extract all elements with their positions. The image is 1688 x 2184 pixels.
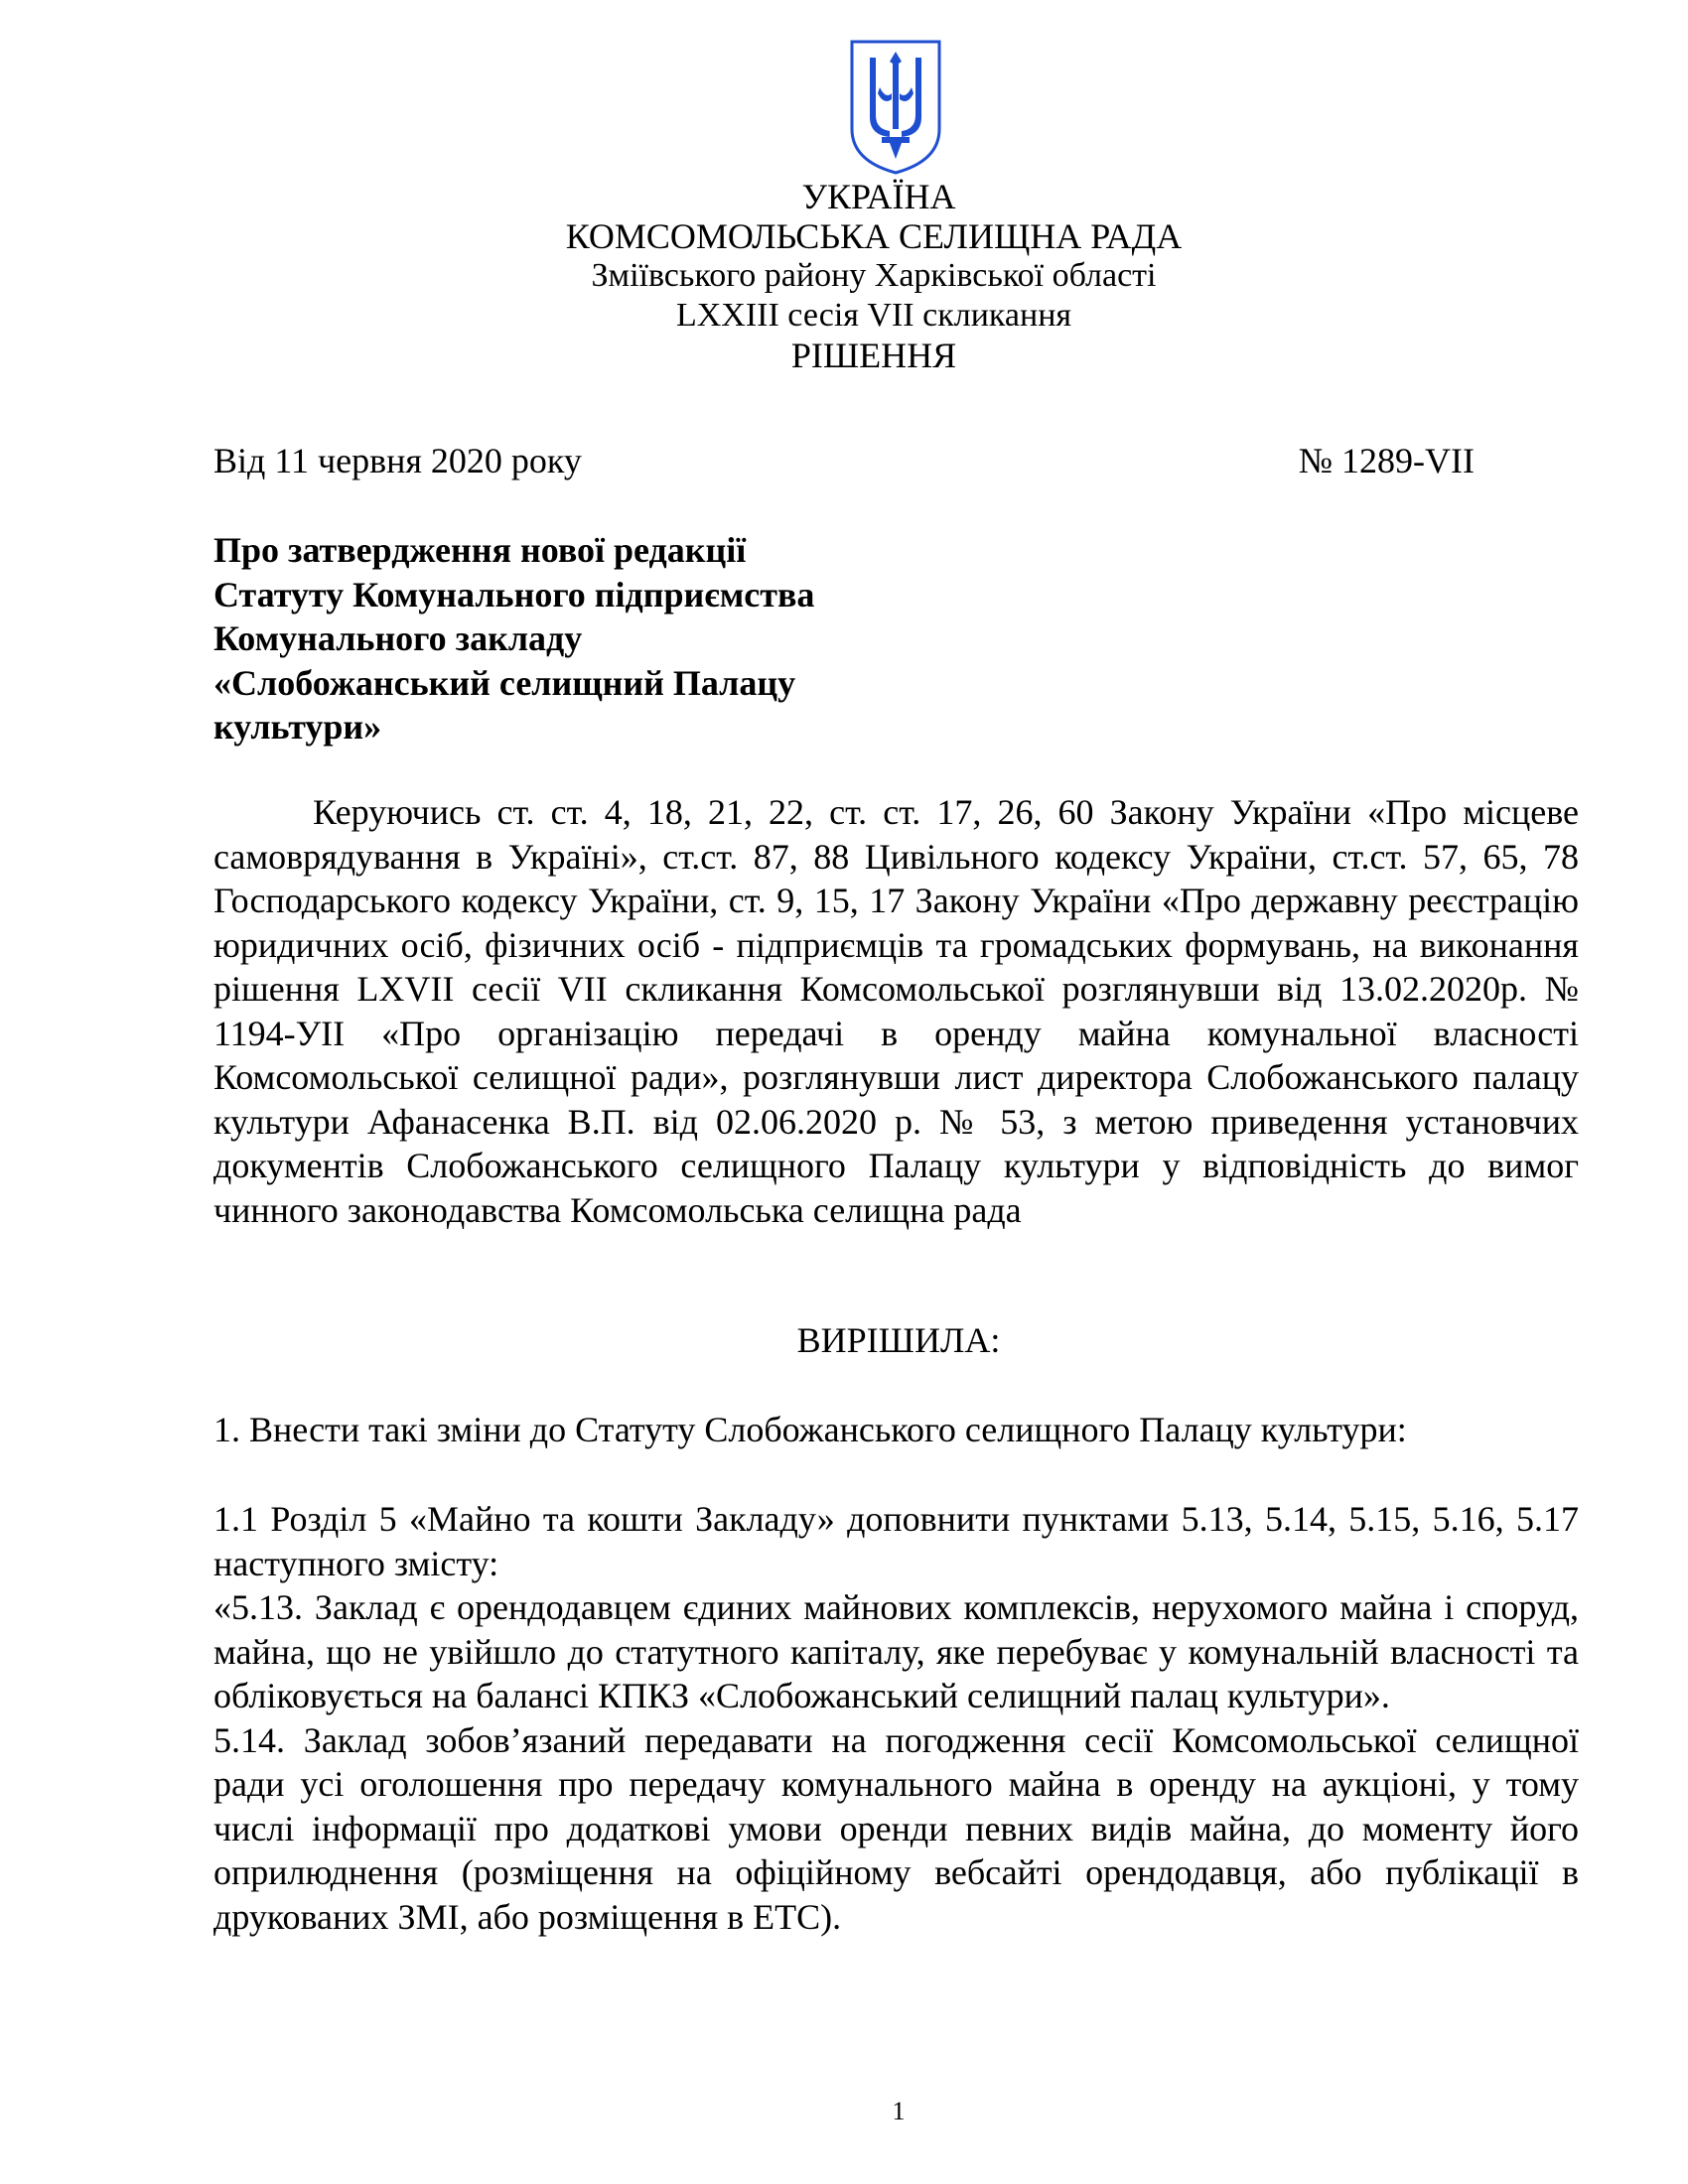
decision-title xyxy=(213,528,909,750)
title-line: «Слобожанський селищний Палацу xyxy=(213,662,796,703)
preamble xyxy=(213,790,1579,1232)
title-line: Статуту Комунального підприємства xyxy=(213,574,815,614)
preamble-text: Керуючись ст. ст. 4, 18, 21, 22, ст. ст. 17, 26, 60 Закону України «Про місцеве самоврядування в Україні», ст.ст. 87, 88 Цивільного кодексу України, ст.ст. 57, 65, 78 Господарського кодексу України, ст. 9, 15, 17 Закону України «Про державну реєстрацію юридичних осіб, фізичних осіб - підприємців та громадських формувань, на виконання рішення LXVII сесії VII скликання Комсомольської розглянувши від 13.02.2020р. № 1194-УІІ «Про організацію передачі в оренду майна комунальної власності Комсомольської селищної ради», розглянувши лист директора Слобожанського палацу культури Афанасенка В.П. від 02.06.2020 р. № 53, з метою приведення установчих документів Слобожанського селищного Палацу культури у відповідність до вимог чинного законодавства Комсомольська селищна рада xyxy=(213,792,1579,1230)
title-line: Про затвердження нової редакції xyxy=(213,530,747,570)
country-name: УКРАЇНА xyxy=(801,177,956,216)
title-line: культури» xyxy=(213,707,382,747)
session-name: LXXIII сесія VII скликання xyxy=(675,297,1072,334)
paragraph-5-14: 5.14. Заклад зобов’язаний передавати на погодження сесії Комсомольської селищної ради усі оголошення про передачу комунального майна в оренду на аукціоні, у тому числі інформації про додаткові умови оренди певних видів майна, до моменту його оприлюднення (розміщення на офіційному вебсайті орендодавця, або публікації в друкованих ЗМІ, або розміщення в ЕТС). xyxy=(213,1719,1579,1937)
coat-of-arms-icon xyxy=(846,38,945,177)
item-1-1-intro: 1.1 Розділ 5 «Майно та кошти Закладу» доповнити пунктами 5.13, 5.14, 5.15, 5.16, 5.17 наступного змісту: xyxy=(213,1499,1579,1583)
page-number: 1 xyxy=(892,2097,906,2125)
decision-date: Від 11 червня 2020 року xyxy=(213,441,582,480)
resolved-heading: ВИРІШИЛА: xyxy=(796,1320,1001,1360)
decision-number: № 1289-VII xyxy=(1298,441,1475,480)
document-header xyxy=(0,177,1688,375)
title-line: Комунального закладу xyxy=(213,618,583,658)
document-type: РІШЕННЯ xyxy=(790,336,957,375)
paragraph-5-13: «5.13. Заклад є орендодавцем єдиних майнових комплексів, нерухомого майна і споруд, майна, що не увійшло до статутного капіталу, яке перебуває у комунальній власності та обліковується на балансі КПКЗ «Слобожанський селищний палац культури». xyxy=(213,1587,1579,1715)
item-1-1 xyxy=(213,1497,1579,1939)
council-name: КОМСОМОЛЬСЬКА СЕЛИЩНА РАДА xyxy=(565,216,1183,256)
district-name: Зміївського району Харківської області xyxy=(591,257,1157,294)
item-1: 1. Внести такі зміни до Статуту Слобожанського селищного Палацу культури: xyxy=(213,1410,1407,1449)
